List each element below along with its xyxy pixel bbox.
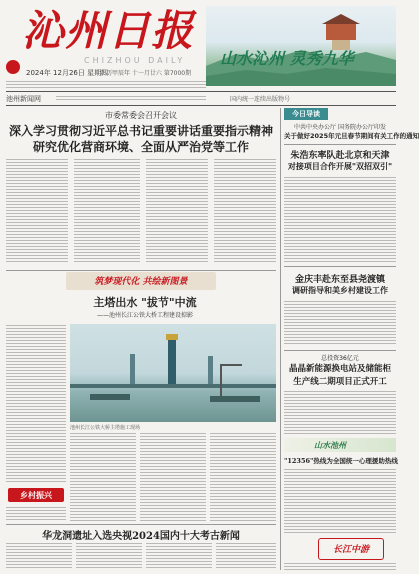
column-banner-text: 筑梦现代化 共绘新图景	[94, 277, 188, 287]
section-badge	[8, 488, 64, 502]
footer-stamp	[318, 538, 384, 560]
brief-1-kicker: 中共中央办公厅 国务院办公厅印发	[294, 124, 386, 131]
feature-photo-caption: 池州长江公铁大桥主塔施工现场	[70, 425, 141, 431]
banner-slogan: 山水沁州 灵秀九华	[220, 49, 354, 68]
story-2-title-1: 金庆丰赴东至县尧渡镇	[294, 275, 385, 285]
issue-line: 农历甲辰年 十一月廿六 第7000期	[100, 70, 192, 77]
sidebar-ad-text: 山水池州	[314, 441, 346, 450]
story-3-kicker: 总投资36亿元	[321, 355, 359, 362]
feature-headline: 主塔出水 "拔节"中流	[93, 296, 197, 309]
story-2-title-2: 调研指导和美乡村建设工作	[292, 285, 388, 295]
column-banner	[66, 272, 216, 290]
feature-subhead: ——池州长江公铁大桥工程建设掠影	[96, 312, 193, 319]
feature-photo	[70, 324, 276, 422]
emblem-icon	[6, 60, 20, 74]
story-3-title-1: 晶晶新能源换电站及储能柜	[288, 364, 391, 374]
newspaper-logo: 沁州日报	[22, 6, 195, 55]
lead-kicker: 市委常委会召开会议	[105, 111, 177, 120]
story-4-title: "12356"热线为全国统一心理援助热线	[284, 457, 398, 465]
masthead	[0, 0, 402, 110]
header-bar-right: 国内统一连续出版物号	[230, 96, 291, 103]
sidebar-label	[284, 108, 328, 120]
bottom-headline: 华龙洞遗址入选央视2024国内十大考古新闻	[42, 531, 240, 542]
sidebar-label-text: 今日导读	[292, 110, 320, 118]
logo-subtitle: CHIZHOU DAILY	[84, 56, 186, 65]
header-bar-left: 池州新闻网	[6, 95, 41, 103]
footer-stamp-text: 长江中游	[332, 545, 369, 555]
brief-1-title: 关于做好2025年元旦春节期间有关工作的通知	[284, 132, 419, 140]
story-3-title-2: 生产线二期项目正式开工	[293, 377, 387, 387]
lead-headline-2: 研究优化营商环境、全面从严治党等工作	[32, 140, 249, 154]
sidebar-ad-banner	[284, 438, 396, 452]
lead-headline-1: 深入学习贯彻习近平总书记重要讲话重要指示精神	[8, 124, 273, 138]
date-line: 2024年 12月26日 星期四	[26, 69, 109, 77]
story-1-title-1: 朱浩东率队赴北京和天津	[290, 151, 390, 161]
section-badge-text: 乡村振兴	[20, 491, 52, 500]
banner-photo	[206, 6, 396, 86]
lead-story	[6, 108, 276, 268]
story-1-title-2: 对接项目合作开展"双招双引"	[287, 161, 393, 171]
